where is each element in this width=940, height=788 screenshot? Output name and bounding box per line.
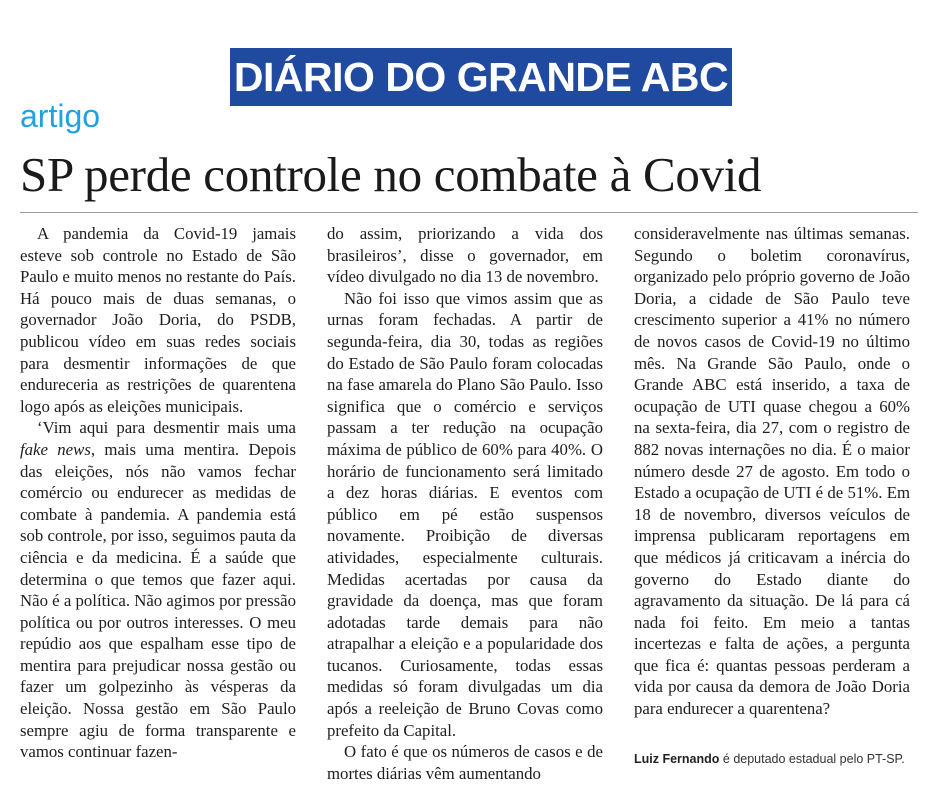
author-role: é deputado estadual pelo PT-SP. [719, 752, 905, 766]
newspaper-masthead: DIÁRIO DO GRANDE ABC [230, 48, 732, 106]
section-label: artigo [20, 98, 101, 134]
paragraph: consideravelmente nas últimas semanas. Segundo o boletim coronavírus, organizado pelo próprio governo de João Doria, a cidade de São Paulo teve crescimento superior a 41% no número de novos casos de Covid-19 no último mês. Na Grande São Paulo, onde o Grande ABC está inserido, a taxa de ocupação de UTI quase chegou a 60% na sexta-feira, dia 27, com o registro de 882 novas internações no dia. É o maior número desde 27 de agosto. Em todo o Estado a ocupação de UTI é de 51%. Em 18 de novembro, diversos veículos de imprensa publicaram reportagens em que médicos já criticavam a inércia do governo do Estado diante do agravamento da situação. De lá para cá nada foi feito. Em meio a tantas incertezas e falta de ações, a pergunta que fica é: quantas pessoas perderam a vida por causa da demora de João Doria para endurecer a quarentena? [634, 224, 910, 719]
paragraph: do assim, priorizando a vida dos brasileiros’, disse o governador, em vídeo divulgado no dia 13 de novembro. [327, 224, 603, 287]
paragraph: A pandemia da Covid-19 jamais esteve sob controle no Estado de São Paulo e muito menos no restante do País. Há pouco mais de duas semanas, o governador João Doria, do PSDB, publicou vídeo em suas redes sociais para desmentir informações de que endureceria as restrições de quarentena logo após as eleições municipais. [20, 224, 296, 416]
paragraph: ‘Vim aqui para desmentir mais uma fake news, mais uma mentira. Depois das eleições, nós não vamos fechar comércio ou endurecer as medidas de combate à pandemia. A pandemia está sob controle, por isso, seguimos pauta da ciência e da medicina. É a saúde que determina o que temos que fazer aqui. Não é a política. Não agimos por pressão política ou por outros interesses. O meu repúdio aos que espalham esse tipo de mentira para prejudicar nossa gestão ou fazer um golpezinho às vésperas da eleição. Nossa gestão em São Paulo sempre agiu de forma transparente e vamos continuar fazen- [20, 418, 296, 762]
article-column-2 [327, 223, 603, 784]
article-column-3 [634, 223, 910, 720]
headline-divider [20, 212, 918, 213]
author-byline [634, 752, 924, 766]
article-column-1 [20, 223, 296, 763]
article-headline: SP perde controle no combate à Covid [20, 147, 762, 202]
author-name: Luiz Fernando [634, 752, 720, 766]
paragraph: O fato é que os números de casos e de mortes diárias vêm aumentando [327, 742, 603, 783]
paragraph: Não foi isso que vimos assim que as urnas foram fechadas. A partir de segunda-feira, dia 30, todas as regiões do Estado de São Paulo foram colocadas na fase amarela do Plano São Paulo. Isso significa que o comércio e serviços passam a ter redução na ocupação máxima de público de 60% para 40%. O horário de funcionamento será limitado a dez horas diárias. E eventos com público em pé estão suspensos novamente. Proibição de diversas atividades, especialmente culturais. Medidas acertadas por causa da gravidade da doença, mas que foram adotadas tarde demais para não atrapalhar a eleição e a popularidade dos tucanos. Curiosamente, todas essas medidas só foram divulgadas um dia após a reeleição de Bruno Covas como prefeito da Capital. [327, 288, 603, 740]
